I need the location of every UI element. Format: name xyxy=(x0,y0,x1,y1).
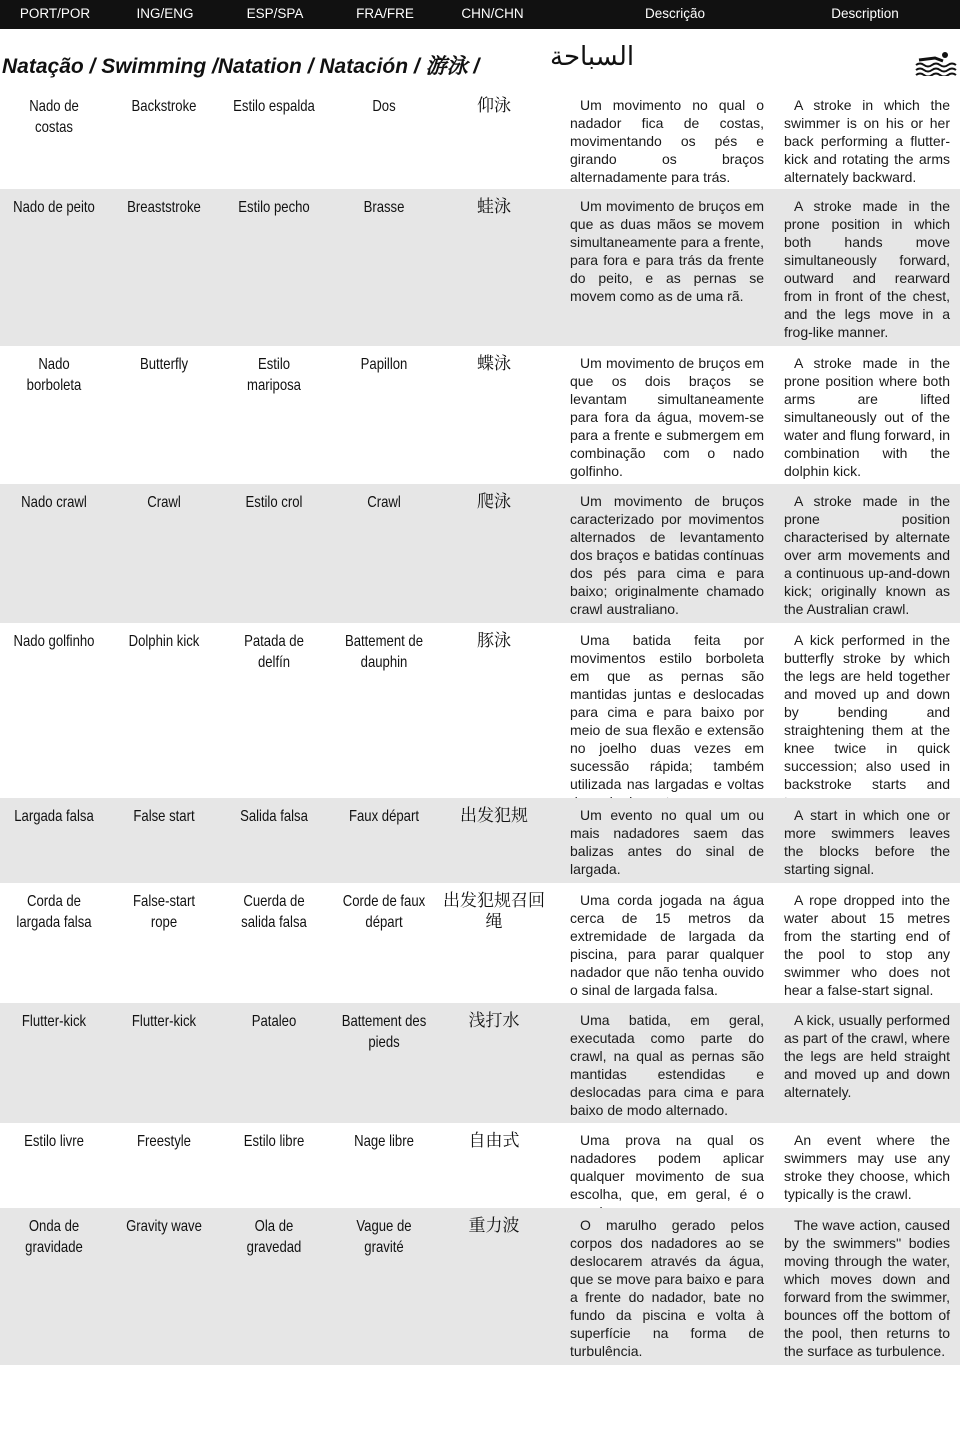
term-chn: 重力波 xyxy=(468,1216,520,1236)
term-fre: Vague de gravité xyxy=(356,1218,412,1256)
term-por: Nado borboleta xyxy=(26,356,82,394)
description-pt: Uma batida, em geral, executada como parte do crawl, na qual as pernas são mantidas estendidas e deslocadas para cima e para baixo de modo alternado. xyxy=(570,1012,764,1118)
term-spa: Estilo crol xyxy=(245,494,303,511)
description-en: A stroke made in the prone position where both arms are lifted simultaneously out of the water and flung forward, in combination with the dolphin kick. xyxy=(784,355,950,479)
description-en: A kick, usually performed as part of the crawl, where the legs are held straight and moved up and down alternately. xyxy=(784,1012,950,1100)
description-en: An event where the swimmers may use any stroke they choose, which typically is the crawl. xyxy=(784,1132,950,1202)
description-en: The wave action, caused by the swimmers'' bodies moving through the water, which moves down and forward from the swimmer, bounces off the bottom of the pool, then returns to the surface as turbulence. xyxy=(784,1217,950,1359)
term-eng: Butterfly xyxy=(139,356,189,373)
description-en: A kick performed in the butterfly stroke by which the legs are held together and moved up and down by bending and straightening them at the knee twice in quick succession; also used in backstroke starts and xyxy=(784,632,950,792)
page-title-row xyxy=(0,40,960,84)
col-header-spa: ESP/SPA xyxy=(246,6,304,21)
table-row xyxy=(0,1003,960,1123)
term-chn: 出发犯规 xyxy=(460,806,528,826)
description-pt: Um movimento de bruços em que os dois braços se levantam simultaneamente para fora da água, movem-se para a frente e submergem em combinação com o nado golfinho. xyxy=(570,355,764,479)
term-spa: Estilo pecho xyxy=(238,199,310,216)
term-spa: Ola de gravedad xyxy=(246,1218,302,1256)
col-header-description: Description xyxy=(831,6,899,21)
table-row xyxy=(0,623,960,798)
term-por: Onda de gravidade xyxy=(25,1218,83,1256)
term-por: Nado de costas xyxy=(29,98,79,136)
description-en: A start in which one or more swimmers leaves the blocks before the starting signal. xyxy=(784,807,950,877)
term-por: Flutter-kick xyxy=(21,1013,87,1030)
page-title-arabic: السباحة xyxy=(550,42,635,72)
term-eng: False-start rope xyxy=(133,893,195,931)
term-fre: Faux départ xyxy=(348,808,420,825)
description-en: A stroke made in the prone position characterised by alternate over arm movements and a continuous up-and-down kick; originally known as the Australian crawl. xyxy=(784,493,950,617)
term-spa: Estilo libre xyxy=(243,1133,305,1150)
description-en: A rope dropped into the water about 15 metres from the starting end of the pool to stop any swimmer who does not hear a false-start signal. xyxy=(784,892,950,998)
col-header-por: PORT/POR xyxy=(19,6,91,21)
table-row xyxy=(0,189,960,346)
description-pt: Uma batida feita por movimentos estilo borboleta em que as pernas são mantidas juntas e deslocadas para cima e para baixo por meio de sua flexão e extensão no joelho duas vezes em sucessão rápida; também utilizada nas largadas e voltas xyxy=(570,632,764,792)
col-header-eng: ING/ENG xyxy=(136,6,194,21)
term-fre: Battement des pieds xyxy=(341,1013,427,1051)
description-pt: O marulho gerado pelos corpos dos nadadores ao se deslocarem através da água, que se move para baixo e para a frente do nadador, bate no fundo da piscina e volta à superfície na forma de turbulência. xyxy=(570,1217,764,1359)
term-por: Estilo livre xyxy=(24,1133,84,1150)
page-title: Natação / Swimming /Natation / Natación / 游泳 / xyxy=(2,55,480,78)
term-eng: Breaststroke xyxy=(127,199,201,216)
term-fre: Corde de faux départ xyxy=(342,893,426,931)
term-chn: 仰泳 xyxy=(477,96,511,116)
description-pt: Um movimento de bruços caracterizado por movimentos alternados de levantamento dos braços e batidas contínuas dos pés para cima e para baixo; originalmente chamado crawl australiano. xyxy=(570,493,764,617)
term-eng: Backstroke xyxy=(131,98,197,115)
term-spa: Cuerda de salida falsa xyxy=(241,893,307,931)
table-row xyxy=(0,346,960,484)
header-bar xyxy=(0,0,960,29)
term-chn: 蝶泳 xyxy=(477,354,511,374)
term-spa: Estilo mariposa xyxy=(247,356,301,394)
description-en: A stroke made in the prone position in which both hands move simultaneously forward, outward and rearward from in front of the chest, and the legs move in a frog-like manner. xyxy=(784,198,950,340)
col-header-chn: CHN/CHN xyxy=(461,6,524,21)
term-chn: 出发犯规召回绳 xyxy=(443,891,545,932)
term-spa: Pataleo xyxy=(251,1013,297,1030)
term-chn: 浅打水 xyxy=(468,1011,520,1031)
term-eng: Freestyle xyxy=(137,1133,191,1150)
term-fre: Crawl xyxy=(367,494,401,511)
term-spa: Estilo espalda xyxy=(233,98,315,115)
term-por: Nado de peito xyxy=(13,199,95,216)
description-pt: Um movimento de bruços em que as duas mãos se movem simultaneamente para a frente, para fora e para trás da frente do peito, e as pernas se movem como as de uma rã. xyxy=(570,198,764,304)
col-header-fre: FRA/FRE xyxy=(356,6,414,21)
term-fre: Papillon xyxy=(360,356,408,373)
description-pt: Uma prova na qual os nadadores podem aplicar qualquer movimento de sua escolha, que, em geral, é o xyxy=(570,1132,764,1202)
term-eng: Flutter-kick xyxy=(131,1013,197,1030)
description-pt: Um movimento no qual o nadador fica de costas, movimentando os pés e girando os braços alternadamente para trás. xyxy=(570,97,764,185)
table-row xyxy=(0,484,960,623)
table-row xyxy=(0,1208,960,1365)
term-fre: Nage libre xyxy=(354,1133,414,1150)
term-eng: Gravity wave xyxy=(126,1218,202,1235)
table-row xyxy=(0,883,960,1003)
table-row xyxy=(0,88,960,189)
term-chn: 豚泳 xyxy=(477,631,511,651)
description-pt: Uma corda jogada na água cerca de 15 metros da extremidade de largada da piscina, para parar qualquer nadador que não tenha ouvido o sinal de largada falsa. xyxy=(570,892,764,998)
description-en: A stroke in which the swimmer is on his or her back performing a flutter-kick and rotating the arms alternately backward. xyxy=(784,97,950,185)
term-chn: 蛙泳 xyxy=(477,197,511,217)
term-fre: Battement de dauphin xyxy=(344,633,424,671)
table-row xyxy=(0,798,960,883)
term-spa: Patada de delfín xyxy=(244,633,304,671)
term-spa: Salida falsa xyxy=(240,808,308,825)
term-chn: 自由式 xyxy=(468,1131,520,1151)
term-por: Corda de largada falsa xyxy=(16,893,92,931)
term-fre: Brasse xyxy=(363,199,405,216)
term-eng: Dolphin kick xyxy=(128,633,200,650)
description-pt: Um evento no qual um ou mais nadadores saem das balizas antes do sinal de largada. xyxy=(570,807,764,877)
term-por: Largada falsa xyxy=(14,808,94,825)
table-row xyxy=(0,1123,960,1208)
term-eng: Crawl xyxy=(147,494,181,511)
term-eng: False start xyxy=(133,808,195,825)
term-por: Nado golfinho xyxy=(13,633,95,650)
term-chn: 爬泳 xyxy=(477,492,511,512)
term-fre: Dos xyxy=(372,98,396,115)
term-por: Nado crawl xyxy=(21,494,87,511)
col-header-descricao: Descrição xyxy=(644,6,706,21)
swimmer-wave-icon xyxy=(915,50,957,76)
